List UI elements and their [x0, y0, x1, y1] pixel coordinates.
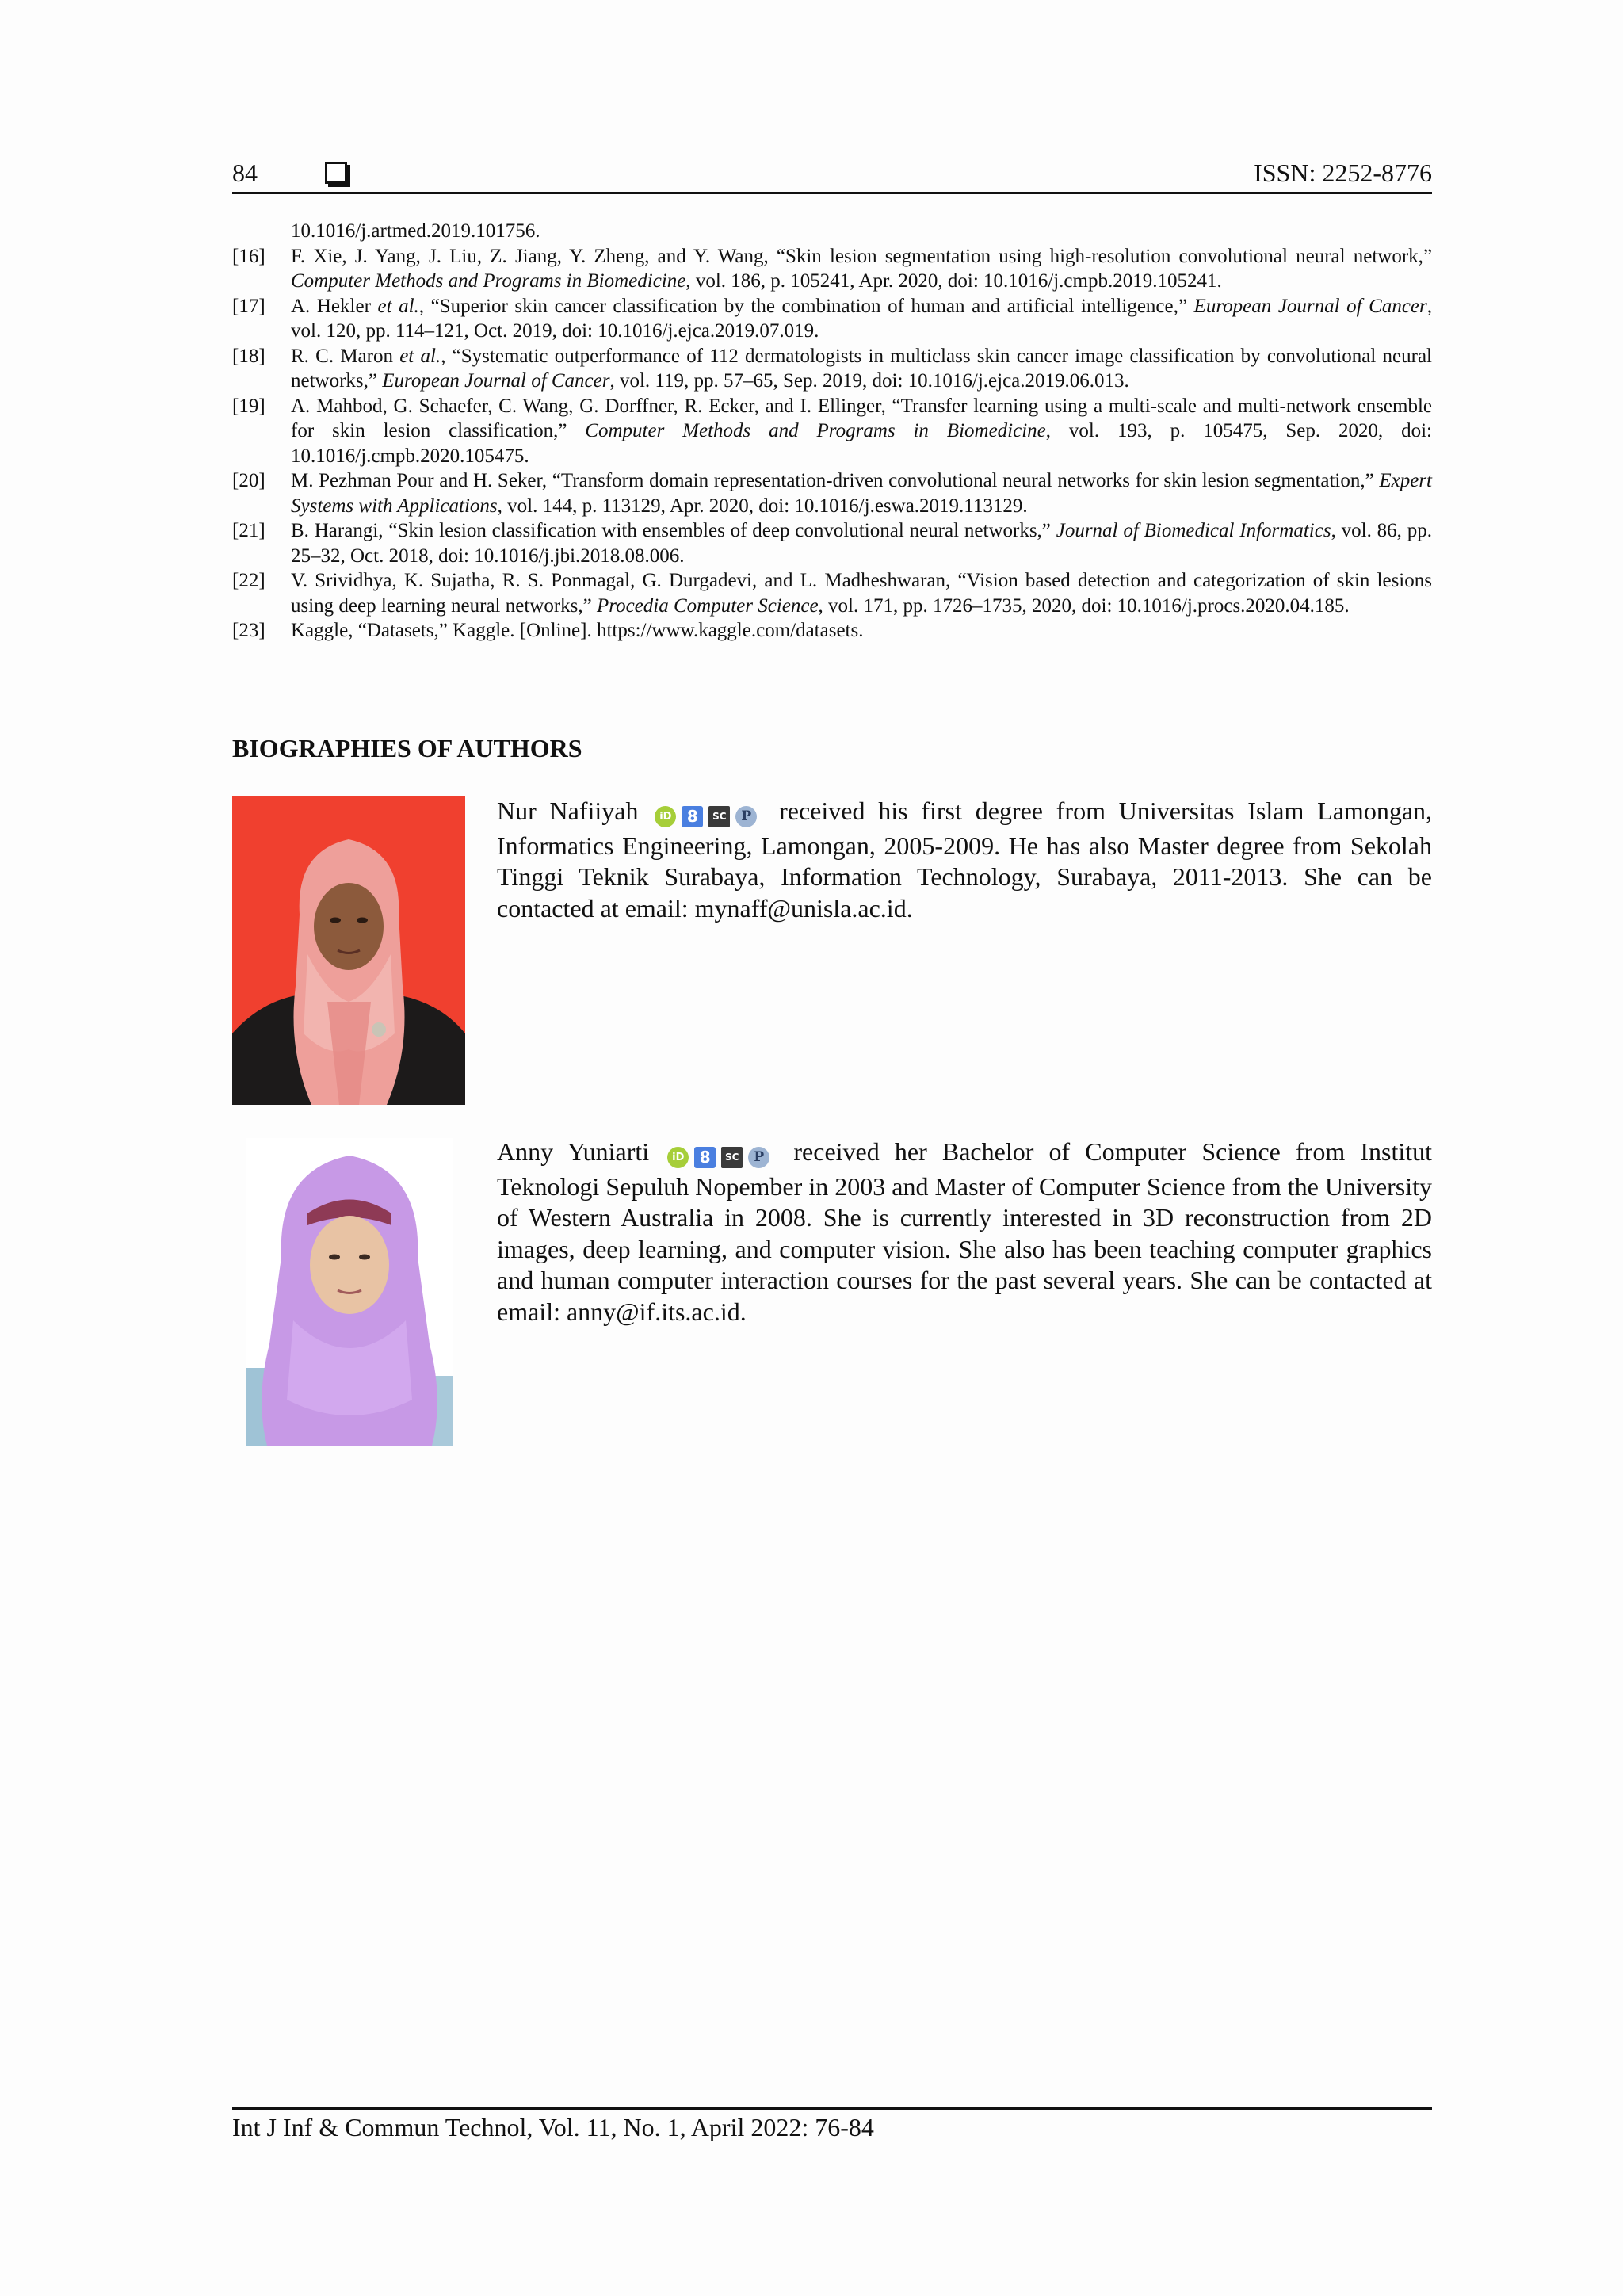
reference-number: [19]: [232, 395, 265, 417]
header-divider: [232, 192, 1432, 194]
reference-italic-segment: et al.: [377, 295, 419, 317]
reference-segment: B. Harangi, “Skin lesion classification with ensembles of deep convolutional neural networks,”: [291, 520, 1056, 541]
reference-text: [291, 470, 1432, 517]
reference-item: [232, 344, 1432, 394]
reference-segment: R. C. Maron: [291, 345, 400, 367]
reference-segment: , “Superior skin cancer classification by the combination of human and artificial intelligence,”: [418, 295, 1194, 317]
reference-segment: , vol. 119, pp. 57–65, Sep. 2019, doi: 10.1016/j.ejca.2019.06.013.: [609, 370, 1129, 392]
reference-text: [291, 570, 1432, 617]
reference-italic-segment: Journal of Biomedical Informatics: [1056, 520, 1331, 541]
reference-item: [232, 244, 1432, 294]
publons-icon[interactable]: P: [748, 1147, 769, 1168]
author-profile-icons: [667, 1140, 775, 1171]
reference-segment: , vol. 144, p. 113129, Apr. 2020, doi: 10.1016/j.eswa.2019.113129.: [497, 495, 1028, 517]
reference-italic-segment: European Journal of Cancer: [1193, 295, 1427, 317]
author-bio-text: received his first degree from Universitas Islam Lamongan, Informatics Engineering, Lamongan, 2005-2009. He has also Master degree from Sekolah Tinggi Teknik Surabaya, Information Technology, Surabaya, 2011-2013. She can be contacted at email: mynaff@unisla.ac.id.: [497, 797, 1433, 923]
reference-item: [232, 518, 1432, 568]
author-photo-2: [246, 1138, 453, 1446]
footer-citation: Int J Inf & Commun Technol, Vol. 11, No. 1, April 2022: 76-84: [232, 2113, 874, 2141]
reference-number: [16]: [232, 245, 265, 267]
reference-text: [291, 246, 1432, 292]
reference-number: [20]: [232, 470, 265, 491]
scopus-icon[interactable]: SC: [708, 806, 730, 827]
reference-italic-segment: Procedia Computer Science: [597, 594, 819, 617]
section-title: BIOGRAPHIES OF AUTHORS: [232, 734, 582, 762]
reference-number: [17]: [232, 295, 265, 317]
reference-list: [232, 219, 1432, 644]
issn-label: ISSN: 2252-8776: [1254, 159, 1432, 187]
reference-segment: , vol. 86, pp. 25–32, Oct. 2018, doi: 10.1016/j.jbi.2018.08.006.: [291, 520, 1432, 567]
reference-segment: 10.1016/j.artmed.2019.101756.: [291, 220, 540, 242]
author-bio-1: [497, 796, 1432, 924]
reference-segment: , “Systematic outperformance of 112 dermatologists in multiclass skin cancer image classification by convolutional neural networks,”: [291, 345, 1432, 392]
scopus-icon[interactable]: SC: [721, 1147, 743, 1168]
reference-text: [291, 346, 1432, 392]
reference-item: [232, 618, 1432, 644]
reference-text: [291, 520, 1432, 567]
page-header: [232, 151, 1432, 192]
reference-number: [21]: [232, 520, 265, 541]
reference-segment: Kaggle, “Datasets,” Kaggle. [Online]. https://www.kaggle.com/datasets.: [291, 620, 864, 641]
reference-segment: , vol. 120, pp. 114–121, Oct. 2019, doi: 10.1016/j.ejca.2019.07.019.: [291, 295, 1432, 342]
reference-italic-segment: Expert Systems with Applications: [291, 470, 1432, 517]
google-scholar-icon[interactable]: 8: [682, 806, 703, 827]
reference-italic-segment: Computer Methods and Programs in Biomedicine: [291, 270, 686, 292]
reference-text: [291, 220, 540, 242]
reference-italic-segment: Computer Methods and Programs in Biomedicine: [585, 420, 1046, 441]
reference-item: [232, 219, 1432, 244]
footer-divider: [232, 2107, 1432, 2110]
reference-segment: A. Mahbod, G. Schaefer, C. Wang, G. Dorffner, R. Ecker, and I. Ellinger, “Transfer learning using a multi-scale and multi-network ensemble for skin lesion classification,”: [291, 395, 1432, 441]
reference-text: [291, 620, 863, 641]
google-scholar-icon[interactable]: 8: [694, 1147, 716, 1168]
author-bio-2: [497, 1137, 1432, 1328]
reference-text: [291, 296, 1432, 342]
reference-text: [291, 395, 1432, 467]
author-bio-text: received her Bachelor of Computer Science from Institut Teknologi Sepuluh Nopember in 2003 and Master of Computer Science from the University of Western Australia in 2008. She is currently interested in 3D reconstruction from 2D images, deep learning, and computer vision. She also has been teaching computer graphics and human computer interaction courses for the past several years. She can be contacted at email: anny@if.its.ac.id.: [497, 1137, 1432, 1326]
author-profile-icons: [655, 799, 762, 831]
publons-icon[interactable]: P: [735, 806, 757, 827]
reference-segment: A. Hekler: [291, 295, 378, 317]
reference-item: [232, 568, 1432, 618]
reference-number: [22]: [232, 570, 265, 591]
reference-segment: , vol. 186, p. 105241, Apr. 2020, doi: 10.1016/j.cmpb.2019.105241.: [685, 270, 1222, 292]
orcid-icon[interactable]: iD: [655, 806, 676, 827]
page-number: 84: [232, 159, 258, 187]
reference-segment: M. Pezhman Pour and H. Seker, “Transform domain representation-driven convolutional neural networks for skin lesion segmentation,”: [291, 470, 1380, 491]
reference-item: [232, 394, 1432, 469]
author-name: Nur Nafiiyah: [497, 797, 639, 825]
author-photo-1: [232, 796, 465, 1105]
author-name: Anny Yuniarti: [497, 1137, 650, 1166]
reference-item: [232, 294, 1432, 344]
reference-italic-segment: et al.: [399, 345, 441, 367]
checkbox-square-icon: [325, 162, 347, 184]
orcid-icon[interactable]: iD: [667, 1147, 689, 1168]
reference-segment: , vol. 171, pp. 1726–1735, 2020, doi: 10.1016/j.procs.2020.04.185.: [818, 594, 1350, 617]
reference-number: [23]: [232, 620, 265, 641]
reference-number: [18]: [232, 345, 265, 367]
reference-segment: F. Xie, J. Yang, J. Liu, Z. Jiang, Y. Zheng, and Y. Wang, “Skin lesion segmentation using high-resolution convolutional neural network,”: [291, 245, 1432, 267]
reference-italic-segment: European Journal of Cancer: [382, 370, 610, 392]
reference-segment: , vol. 193, p. 105475, Sep. 2020, doi: 10.1016/j.cmpb.2020.105475.: [291, 420, 1432, 467]
reference-item: [232, 468, 1432, 518]
reference-segment: V. Srividhya, K. Sujatha, R. S. Ponmagal, G. Durgadevi, and L. Madheshwaran, “Vision based detection and categorization of skin lesions using deep learning neural networks,”: [291, 570, 1432, 617]
